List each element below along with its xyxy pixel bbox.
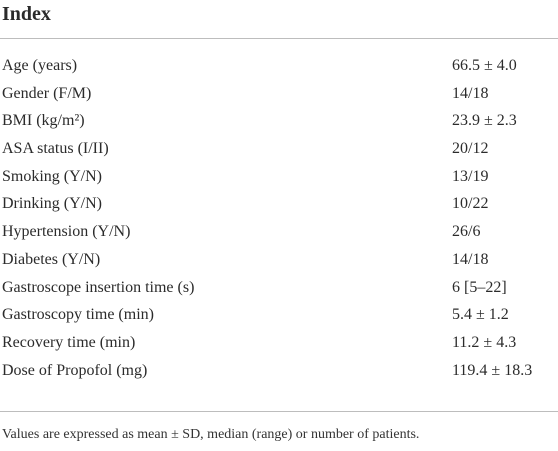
row-value: 26/6 (452, 223, 481, 241)
row-label: Drinking (Y/N) (2, 195, 102, 213)
row-label: BMI (kg/m²) (2, 112, 85, 130)
table-row (0, 165, 558, 193)
row-value: 6 [5–22] (452, 278, 507, 296)
table-footnote: Values are expressed as mean ± SD, median (range) or number of patients. (2, 427, 420, 442)
row-label: Dose of Propofol (mg) (2, 361, 148, 379)
row-label: Gastroscope insertion time (s) (2, 278, 195, 296)
table-row (0, 331, 558, 359)
table-row (0, 109, 558, 137)
header-index-label: Index (2, 3, 51, 25)
table-row (0, 54, 558, 82)
row-value: 66.5 ± 4.0 (452, 57, 517, 74)
row-value: 119.4 ± 18.3 (452, 361, 533, 379)
table-row (0, 248, 558, 276)
row-label: Age (years) (2, 57, 78, 74)
row-value: 20/12 (452, 140, 489, 158)
table-body (0, 39, 558, 386)
row-value: 14/18 (452, 250, 489, 268)
row-value: 14/18 (452, 84, 489, 102)
table-row (0, 220, 558, 248)
row-value: 10/22 (452, 195, 489, 213)
table-row (0, 82, 558, 110)
row-label: Smoking (Y/N) (2, 167, 102, 185)
table-row (0, 359, 558, 387)
row-value: 23.9 ± 2.3 (452, 112, 517, 130)
table-row (0, 137, 558, 165)
row-label: Gender (F/M) (2, 84, 92, 102)
row-value: 13/19 (452, 167, 489, 185)
row-value: 11.2 ± 4.3 (452, 333, 517, 351)
table-row (0, 303, 558, 331)
table-bottom-rule (0, 411, 558, 412)
row-value: 5.4 ± 1.2 (452, 306, 509, 324)
table-row (0, 276, 558, 304)
row-label: Gastroscopy time (min) (2, 306, 154, 324)
row-label: Diabetes (Y/N) (2, 250, 101, 268)
row-label: Recovery time (min) (2, 333, 136, 351)
table-header (0, 0, 558, 39)
row-label: Hypertension (Y/N) (2, 223, 131, 241)
row-label: ASA status (I/II) (2, 140, 109, 158)
table-row (0, 192, 558, 220)
